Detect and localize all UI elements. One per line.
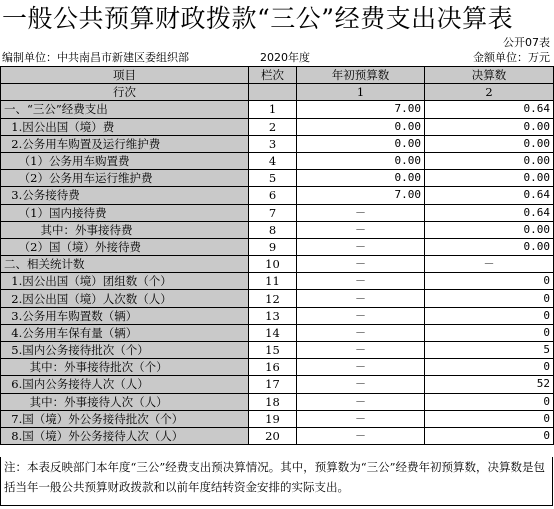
currency-unit: 金额单位：万元 bbox=[473, 51, 550, 64]
row-budget-value: 0.00 bbox=[297, 152, 425, 169]
table-row bbox=[1, 152, 554, 169]
row-final-value: 0 bbox=[425, 410, 554, 427]
row-item-label: 一、“三公”经费支出 bbox=[1, 101, 249, 118]
row-number: 8 bbox=[249, 221, 297, 238]
table-row bbox=[1, 101, 554, 118]
form-code: 公开07表 bbox=[503, 36, 550, 49]
row-number: 2 bbox=[249, 118, 297, 135]
row-item-label: （1）公务用车购置费 bbox=[1, 152, 249, 169]
table-row bbox=[1, 256, 554, 273]
row-item-label: 4.公务用车保有量（辆） bbox=[1, 324, 249, 341]
row-final-value: 0 bbox=[425, 307, 554, 324]
table-row bbox=[1, 376, 554, 393]
row-item-label: （1）国内接待费 bbox=[1, 204, 249, 221]
row-number: 11 bbox=[249, 273, 297, 290]
row-number: 7 bbox=[249, 204, 297, 221]
row-number: 4 bbox=[249, 152, 297, 169]
row-number: 19 bbox=[249, 410, 297, 427]
row-item-label: 其中：外事接待批次（个） bbox=[1, 359, 249, 376]
row-budget-value: － bbox=[297, 256, 425, 273]
row-budget-value: － bbox=[297, 221, 425, 238]
row-budget-value: 0.00 bbox=[297, 118, 425, 135]
row-final-value: 52 bbox=[425, 376, 554, 393]
table-row bbox=[1, 427, 554, 444]
table-row bbox=[1, 307, 554, 324]
row-final-value: 0 bbox=[425, 427, 554, 444]
header-blank bbox=[249, 84, 297, 101]
row-final-value: 0.00 bbox=[425, 170, 554, 187]
row-budget-value: － bbox=[297, 324, 425, 341]
row-number: 18 bbox=[249, 393, 297, 410]
header-item: 项目 bbox=[1, 67, 249, 84]
row-number: 9 bbox=[249, 238, 297, 255]
row-budget-value: － bbox=[297, 376, 425, 393]
row-budget-value: － bbox=[297, 427, 425, 444]
row-item-label: 6.国内公务接待人次（人） bbox=[1, 376, 249, 393]
header-budget: 年初预算数 bbox=[297, 67, 425, 84]
expenditure-table bbox=[0, 66, 554, 445]
header-index-row bbox=[1, 84, 554, 101]
table-row bbox=[1, 135, 554, 152]
row-final-value: 0 bbox=[425, 393, 554, 410]
row-number: 12 bbox=[249, 290, 297, 307]
row-number: 14 bbox=[249, 324, 297, 341]
row-item-label: 其中：外事接待费 bbox=[1, 221, 249, 238]
footnote: 注：本表反映部门本年度“三公”经费支出预决算情况。其中，预算数为“三公”经费年初预算数，决算数是包括当年一般公共预算财政拨款和以前年度结转资金安排的实际支出。 bbox=[0, 457, 553, 506]
row-final-value: 0.00 bbox=[425, 118, 554, 135]
header-row bbox=[1, 67, 554, 84]
row-number: 5 bbox=[249, 170, 297, 187]
table-row bbox=[1, 290, 554, 307]
row-final-value: 0.00 bbox=[425, 238, 554, 255]
table-row bbox=[1, 359, 554, 376]
header-final: 决算数 bbox=[425, 67, 554, 84]
table-row bbox=[1, 324, 554, 341]
table-row bbox=[1, 238, 554, 255]
row-budget-value: － bbox=[297, 307, 425, 324]
row-final-value: － bbox=[425, 256, 554, 273]
header-row-label: 行次 bbox=[1, 84, 249, 101]
header-col2: 2 bbox=[425, 84, 554, 101]
row-budget-value: 0.00 bbox=[297, 170, 425, 187]
header-row-no: 栏次 bbox=[249, 67, 297, 84]
row-item-label: 3.公务用车购置数（辆） bbox=[1, 307, 249, 324]
row-item-label: 2.公务用车购置及运行维护费 bbox=[1, 135, 249, 152]
row-budget-value: － bbox=[297, 393, 425, 410]
row-final-value: 0.64 bbox=[425, 204, 554, 221]
row-final-value: 5 bbox=[425, 342, 554, 359]
row-item-label: 8.国（境）外公务接待人次（人） bbox=[1, 427, 249, 444]
row-number: 13 bbox=[249, 307, 297, 324]
row-number: 17 bbox=[249, 376, 297, 393]
row-number: 10 bbox=[249, 256, 297, 273]
row-item-label: 7.国（境）外公务接待批次（个） bbox=[1, 410, 249, 427]
table-row bbox=[1, 170, 554, 187]
row-item-label: （2）公务用车运行维护费 bbox=[1, 170, 249, 187]
row-number: 6 bbox=[249, 187, 297, 204]
row-budget-value: 0.00 bbox=[297, 135, 425, 152]
row-final-value: 0 bbox=[425, 359, 554, 376]
row-number: 1 bbox=[249, 101, 297, 118]
row-item-label: 5.国内公务接待批次（个） bbox=[1, 342, 249, 359]
header-col1: 1 bbox=[297, 84, 425, 101]
row-final-value: 0.64 bbox=[425, 187, 554, 204]
table-row bbox=[1, 393, 554, 410]
row-budget-value: － bbox=[297, 273, 425, 290]
row-budget-value: － bbox=[297, 359, 425, 376]
row-budget-value: 7.00 bbox=[297, 187, 425, 204]
table-row bbox=[1, 204, 554, 221]
row-item-label: 二、相关统计数 bbox=[1, 256, 249, 273]
row-budget-value: － bbox=[297, 410, 425, 427]
table-row bbox=[1, 118, 554, 135]
row-item-label: 1.因公出国（境）费 bbox=[1, 118, 249, 135]
row-number: 3 bbox=[249, 135, 297, 152]
row-item-label: （2）国（境）外接待费 bbox=[1, 238, 249, 255]
table-row bbox=[1, 187, 554, 204]
table-row bbox=[1, 273, 554, 290]
row-number: 16 bbox=[249, 359, 297, 376]
compiling-unit: 编制单位：中共南昌市新建区委组织部 bbox=[2, 51, 189, 64]
row-budget-value: － bbox=[297, 238, 425, 255]
row-number: 15 bbox=[249, 342, 297, 359]
row-item-label: 其中：外事接待人次（人） bbox=[1, 393, 249, 410]
row-item-label: 1.因公出国（境）团组数（个） bbox=[1, 273, 249, 290]
row-item-label: 2.因公出国（境）人次数（人） bbox=[1, 290, 249, 307]
row-item-label: 3.公务接待费 bbox=[1, 187, 249, 204]
row-budget-value: － bbox=[297, 204, 425, 221]
table-row bbox=[1, 342, 554, 359]
page-title: 一般公共预算财政拨款“三公”经费支出决算表 bbox=[2, 4, 514, 33]
row-final-value: 0 bbox=[425, 324, 554, 341]
row-budget-value: － bbox=[297, 290, 425, 307]
row-budget-value: 7.00 bbox=[297, 101, 425, 118]
row-budget-value: － bbox=[297, 342, 425, 359]
row-final-value: 0.00 bbox=[425, 135, 554, 152]
row-final-value: 0.64 bbox=[425, 101, 554, 118]
fiscal-year: 2020年度 bbox=[260, 51, 310, 64]
row-final-value: 0.00 bbox=[425, 221, 554, 238]
row-number: 20 bbox=[249, 427, 297, 444]
table-row bbox=[1, 410, 554, 427]
row-final-value: 0 bbox=[425, 273, 554, 290]
table-row bbox=[1, 221, 554, 238]
row-final-value: 0 bbox=[425, 290, 554, 307]
row-final-value: 0.00 bbox=[425, 152, 554, 169]
